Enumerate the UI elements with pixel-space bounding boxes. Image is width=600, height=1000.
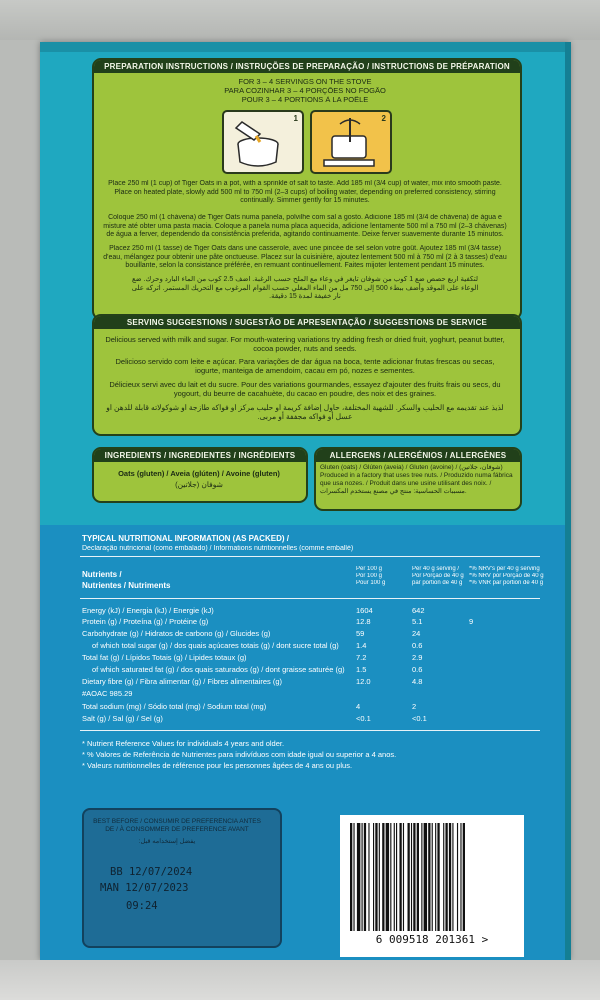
nrv-head-3: *% VNR par portion de 40 g bbox=[469, 580, 544, 586]
barcode-bar bbox=[443, 823, 444, 931]
nutrition-row bbox=[82, 653, 538, 663]
nutrients-head-2: Nutrientes / Nutriments bbox=[82, 582, 171, 590]
nutrition-subtitle: Declaração nutricional (como embalado) / Informations nutritionnelles (comme emballé) bbox=[82, 545, 354, 552]
barcode-bar bbox=[421, 823, 422, 931]
per40-value: <0.1 bbox=[412, 714, 427, 723]
barcode-bar bbox=[428, 823, 430, 931]
preparation-header: PREPARATION INSTRUCTIONS / INSTRUÇÕES DE PREPARAÇÃO / INSTRUCTIONS DE PRÉPARATION bbox=[94, 60, 520, 73]
per40-value: 5.1 bbox=[412, 617, 423, 626]
barcode-bar bbox=[403, 823, 404, 931]
nutrition-row bbox=[82, 641, 538, 651]
nutrient-label: of which total sugar (g) / dos quais açúcares totais (g) / dont sucre total (g) bbox=[92, 641, 339, 650]
barcode-bar bbox=[364, 823, 366, 931]
per40-head-1: Per 40 g serving / bbox=[412, 566, 460, 572]
nutrient-label: Dietary fibre (g) / Fibra alimentar (g) / Fibres alimentaires (g) bbox=[82, 677, 283, 686]
barcode-bar bbox=[449, 823, 451, 931]
nutrition-rule-head bbox=[80, 598, 540, 599]
per100-value: 12.0 bbox=[356, 677, 371, 686]
per100-value: 4 bbox=[356, 702, 361, 711]
serving-text-ar: لذيذ عند تقديمه مع الحليب والسكر. للشهية المختلفة، حاول إضافة كريمة أو حليب مركز أو فواكه طازجة أو شوكولاته قابلة للدهن أو عسل أو فواكه مجففة أو مربى. bbox=[106, 404, 504, 421]
best-before-label-ar: يفضل إستخدامه قبل: bbox=[138, 838, 196, 845]
serving-header: SERVING SUGGESTIONS / SUGESTÃO DE APRESENTAÇÃO / SUGGESTIONS DE SERVICE bbox=[94, 316, 520, 329]
barcode-bar bbox=[350, 823, 352, 931]
nutrient-label: Total sodium (mg) / Sódio total (mg) / Sodium total (mg) bbox=[82, 702, 267, 711]
per100-value: 1.5 bbox=[356, 665, 367, 674]
barcode-bar bbox=[411, 823, 412, 931]
box-side-edge bbox=[565, 42, 571, 960]
barcode-bar bbox=[357, 823, 360, 931]
barcode-bar bbox=[386, 823, 389, 931]
barcode-bar bbox=[445, 823, 447, 931]
per100-value: 59 bbox=[356, 629, 365, 638]
nutrition-row bbox=[82, 606, 538, 616]
nutrition-row bbox=[82, 677, 538, 687]
step-1-illustration bbox=[222, 110, 304, 174]
barcode-bar bbox=[396, 823, 397, 931]
barcode-bar bbox=[394, 823, 395, 931]
nrv-head-1: *% NRV's per 40 g serving bbox=[469, 566, 540, 572]
prep-text-ar: لتكفية أربع حصص ضع 1 كوب من شوفان تايغر في وعاء مع الملح حسب الرغبة. أضف 2.5 كوب من الماء البارد وحرك. ضع الوعاء على الموقد وأضف ببطء 500 إلى 750 مل من الماء المغلي حسب القوام المرغوب مع التحريك المستمر. اتركه على نار خفيفة لمدة 15 دقيقة. bbox=[131, 276, 479, 301]
barcode-bar bbox=[390, 823, 391, 931]
per100-head-2: Por 100 g bbox=[356, 573, 383, 579]
barcode-bar bbox=[408, 823, 410, 931]
nutrition-row bbox=[82, 617, 538, 627]
nrv-value: 9 bbox=[469, 617, 474, 626]
footnote-3: * Valeurs nutritionnelles de référence pour les personnes âgées de 4 ans ou plus. bbox=[82, 762, 353, 770]
step-1-number: 1 bbox=[293, 114, 298, 123]
barcode-number: 6 009518 201361 > bbox=[375, 933, 489, 946]
barcode-bar bbox=[375, 823, 377, 931]
serving-text-fr: Délicieux servi avec du lait et du sucre. Pour des variations gourmandes, essayez d'ajouter des fruits frais ou secs, du yogourt, du beurre de cacahuète, du cacao en poudre, des noix et des graines. bbox=[109, 381, 501, 398]
barcode-bar bbox=[399, 823, 401, 931]
nutrition-rule-bottom bbox=[80, 730, 540, 731]
per40-value: 4.8 bbox=[412, 677, 423, 686]
per100-value: 1.4 bbox=[356, 641, 367, 650]
pot-pouring-icon bbox=[224, 112, 302, 172]
box-top-edge bbox=[40, 42, 570, 52]
barcode-icon bbox=[340, 815, 524, 935]
nutrient-label: Total fat (g) / Lípidos Totais (g) / Lipides totaux (g) bbox=[82, 653, 247, 662]
per40-value: 24 bbox=[412, 629, 421, 638]
per100-value: 1604 bbox=[356, 606, 373, 615]
allergens-header: ALLERGENS / ALERGÉNIOS / ALLERGÈNES bbox=[316, 449, 520, 462]
barcode-bar bbox=[382, 823, 384, 931]
nutrient-label: Carbohydrate (g) / Hidratos de carbono (g) / Glucides (g) bbox=[82, 629, 271, 638]
nutrient-label: Protein (g) / Proteína (g) / Protéine (g) bbox=[82, 617, 209, 626]
background-bottom bbox=[0, 960, 600, 1000]
best-before-date: BB 12/07/2024 bbox=[110, 866, 193, 878]
barcode-bar bbox=[435, 823, 436, 931]
nutrient-label: of which saturated fat (g) / dos quais saturados (g) / dont graisse saturée (g) bbox=[92, 665, 345, 674]
barcode-bar bbox=[457, 823, 458, 931]
serving-text-pt: Delicioso servido com leite e açúcar. Para variações de dar água na boca, tente adicionar frutas frescas ou secas, iogurte, manteiga de amendoim, cacau em pó, nozes e sementes. bbox=[115, 358, 495, 375]
prep-text-en: Place 250 ml (1 cup) of Tiger Oats in a pot, with a sprinkle of salt to taste. Add 185 ml (3/4 cup) of water, mix into smooth paste. Place on heated plate, slowly add 500 ml to 750 ml (2–3 cups) of boiling water, depending on preferred consistency, stirring continually. Simmer gently for 15 minutes. bbox=[108, 180, 502, 205]
allergens-text: Gluten (oats) / Glúten (aveia) / Gluten (avoine) / (شوفان، جلاتين) Produced in a factory that uses tree nuts. / Produzido numa fábrica que usa nozes. / Produit dans une usine utilisant des noix. / مسببات الحساسية: منتج في مصنع يستخدم المكسرات. bbox=[320, 464, 513, 495]
barcode-bar bbox=[463, 823, 465, 931]
manufacture-date: MAN 12/07/2023 bbox=[100, 882, 189, 894]
barcode-bar bbox=[437, 823, 439, 931]
footnote-1: * Nutrient Reference Values for individuals 4 years and older. bbox=[82, 740, 285, 748]
per100-value: 7.2 bbox=[356, 653, 367, 662]
ingredients-header: INGREDIENTS / INGREDIENTES / INGRÉDIENTS bbox=[94, 449, 306, 462]
barcode-bar bbox=[417, 823, 419, 931]
nutrition-row bbox=[82, 689, 538, 699]
prep-text-fr: Placez 250 ml (1 tasse) de Tiger Oats dans une casserole, avec une pincée de sel selon votre goût. Ajoutez 185 ml (3/4 tasse) d'eau, mélangez pour obtenir une pâte onctueuse. Placez sur la cuisinière, ajoutez lentement 500 ml à 750 ml (2 à 3 tasses) d'eau bouillante, selon la consistance préférée, en remuant continuellement. Faites mijoter lentement pendant 15 minutes. bbox=[103, 245, 507, 270]
footnote-2: * % Valores de Referência de Nutrientes para indivíduos com idade igual ou superior a 4 anos. bbox=[82, 751, 397, 759]
nutrients-head: Nutrients / bbox=[82, 571, 122, 579]
per40-value: 0.6 bbox=[412, 641, 423, 650]
best-before-label: BEST BEFORE / CONSUMIR DE PREFERÊNCIA ANTES DE / À CONSOMMER DE PREFERENCE AVANT bbox=[93, 818, 261, 833]
per100-head-3: Pour 100 g bbox=[356, 580, 386, 586]
nutrient-label: #AOAC 985.29 bbox=[82, 689, 133, 698]
nutrition-row bbox=[82, 702, 538, 712]
per40-head-3: par portion de 40 g bbox=[412, 580, 463, 586]
nutrition-rule-top bbox=[80, 556, 540, 557]
pot-stirring-icon bbox=[312, 112, 390, 172]
barcode-bar bbox=[373, 823, 374, 931]
ingredients-text-ar: شوفان (جلاتين) bbox=[175, 481, 223, 489]
barcode-bar bbox=[368, 823, 369, 931]
step-2-number: 2 bbox=[381, 114, 386, 123]
prep-text-pt: Coloque 250 ml (1 chávena) de Tiger Oats numa panela, polvilhe com sal a gosto. Adicione 185 ml (3/4 de chávena) de água e misture até obter uma pasta macia. Coloque a panela numa placa aquecida, adicione lentamente 500 ml a 750 ml (2–3 chávenas) de água a ferver, dependendo da consistência preferida, agitando continuamente. Deixe ferver suavemente durante 15 minutos. bbox=[103, 214, 507, 239]
per40-value: 642 bbox=[412, 606, 425, 615]
barcode-bar bbox=[379, 823, 380, 931]
barcode-bar bbox=[452, 823, 453, 931]
per40-value: 2.9 bbox=[412, 653, 423, 662]
barcode-bar bbox=[432, 823, 433, 931]
nrv-head-2: *% NRV por Porção de 40 g bbox=[469, 573, 544, 579]
nutrition-row bbox=[82, 629, 538, 639]
per40-value: 2 bbox=[412, 702, 417, 711]
nutrition-title: TYPICAL NUTRITIONAL INFORMATION (AS PACKED) / bbox=[82, 535, 289, 543]
barcode-bar bbox=[460, 823, 461, 931]
serving-text-en: Delicious served with milk and sugar. For mouth-watering variations try adding fresh or dried fruit, yoghurt, peanut butter, cocoa powder, nuts and seeds. bbox=[105, 336, 505, 353]
servings-line-2: PARA COZINHAR 3 – 4 PORÇÕES NO FOGÃO bbox=[224, 87, 386, 95]
per40-value: 0.6 bbox=[412, 665, 423, 674]
per40-head-2: Por Porção de 40 g bbox=[412, 573, 464, 579]
nutrient-label: Energy (kJ) / Energia (kJ) / Energie (kJ) bbox=[82, 606, 214, 615]
servings-line-3: POUR 3 – 4 PORTIONS À LA POÊLE bbox=[241, 96, 369, 104]
barcode-bar bbox=[353, 823, 354, 931]
barcode-bar bbox=[413, 823, 415, 931]
background-top bbox=[0, 0, 600, 40]
servings-line-1: FOR 3 – 4 SERVINGS ON THE STOVE bbox=[238, 78, 372, 86]
ingredients-text: Oats (gluten) / Aveia (glúten) / Avoine (gluten) bbox=[118, 470, 280, 478]
per100-value: 12.8 bbox=[356, 617, 371, 626]
barcode-bar bbox=[424, 823, 427, 931]
nutrient-label: Salt (g) / Sal (g) / Sel (g) bbox=[82, 714, 163, 723]
per100-value: <0.1 bbox=[356, 714, 371, 723]
barcode-panel bbox=[340, 815, 524, 957]
nutrition-row bbox=[82, 714, 538, 724]
production-time: 09:24 bbox=[126, 900, 158, 912]
step-2-illustration bbox=[310, 110, 392, 174]
per100-head-1: Per 100 g bbox=[356, 566, 383, 572]
nutrition-row bbox=[82, 665, 538, 675]
barcode-bar bbox=[362, 823, 363, 931]
